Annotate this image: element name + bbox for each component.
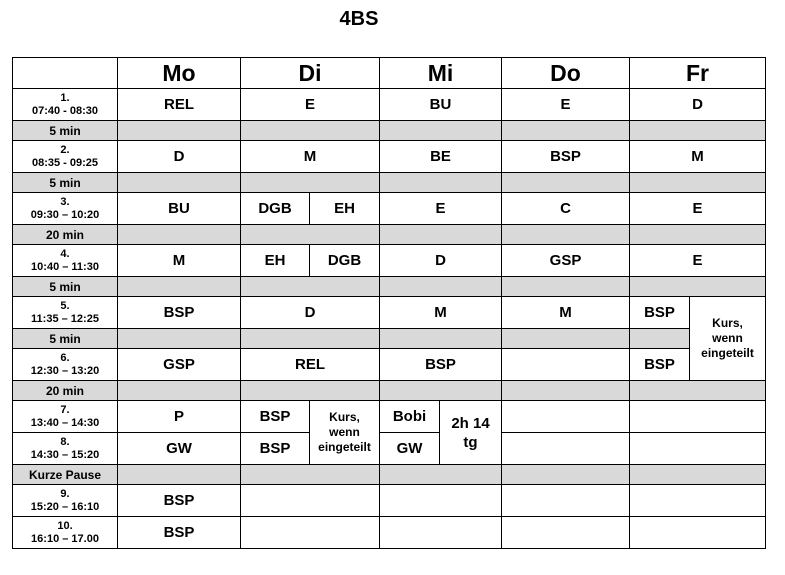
cell-fr-1: D (630, 89, 766, 121)
break-label: Kurze Pause (13, 465, 118, 485)
cell-mi-2h: 2h 14 tg (440, 401, 502, 465)
cell-do-5: M (502, 297, 630, 329)
cell-do-9 (502, 485, 630, 517)
break-row-4 (13, 277, 766, 297)
break-label: 20 min (13, 381, 118, 401)
cell-mi-1: BU (380, 89, 502, 121)
break-label: 5 min (13, 121, 118, 141)
cell-di-9 (241, 485, 380, 517)
cell-fr-7 (630, 401, 766, 433)
cell-do-6 (502, 349, 630, 381)
cell-mo-6: GSP (118, 349, 241, 381)
slot-label-4: 4. 10:40 – 11:30 (13, 245, 118, 277)
cell-di-1: E (241, 89, 380, 121)
cell-fr-8 (630, 433, 766, 465)
cell-mi-6: BSP (380, 349, 502, 381)
day-header-di: Di (241, 58, 380, 89)
lesson-row-3 (13, 193, 766, 225)
cell-fr-3: E (630, 193, 766, 225)
cell-do-8 (502, 433, 630, 465)
cell-do-10 (502, 517, 630, 549)
corner-cell (13, 58, 118, 89)
lesson-row-2 (13, 141, 766, 173)
break-label: 5 min (13, 329, 118, 349)
break-label: 20 min (13, 225, 118, 245)
cell-mo-3: BU (118, 193, 241, 225)
cell-mo-8: GW (118, 433, 241, 465)
slot-label-1: 1. 07:40 - 08:30 (13, 89, 118, 121)
cell-mo-10: BSP (118, 517, 241, 549)
cell-do-1: E (502, 89, 630, 121)
cell-di-5: D (241, 297, 380, 329)
cell-fr-9 (630, 485, 766, 517)
lesson-row-7 (13, 401, 766, 433)
cell-di-6: REL (241, 349, 380, 381)
cell-fr-kurs: Kurs, wenn eingeteilt (690, 297, 766, 381)
break-label: 5 min (13, 277, 118, 297)
cell-di-4b: DGB (310, 245, 380, 277)
cell-mi-4: D (380, 245, 502, 277)
cell-di-8a: BSP (241, 433, 310, 465)
cell-fr-4: E (630, 245, 766, 277)
cell-di-10 (241, 517, 380, 549)
cell-fr-5: BSP (630, 297, 690, 329)
cell-mi-5: M (380, 297, 502, 329)
cell-fr-6: BSP (630, 349, 690, 381)
cell-di-7a: BSP (241, 401, 310, 433)
break-row-1 (13, 121, 766, 141)
day-header-mo: Mo (118, 58, 241, 89)
lesson-row-1 (13, 89, 766, 121)
lesson-row-8 (13, 433, 766, 465)
slot-label-9: 9. 15:20 – 16:10 (13, 485, 118, 517)
slot-label-2: 2. 08:35 - 09:25 (13, 141, 118, 173)
cell-mo-2: D (118, 141, 241, 173)
lesson-row-4 (13, 245, 766, 277)
lesson-row-5 (13, 297, 766, 329)
slot-label-7: 7. 13:40 – 14:30 (13, 401, 118, 433)
lesson-row-10 (13, 517, 766, 549)
slot-label-3: 3. 09:30 – 10:20 (13, 193, 118, 225)
cell-mi-3: E (380, 193, 502, 225)
cell-di-3b: EH (310, 193, 380, 225)
cell-mi-10 (380, 517, 502, 549)
day-header-do: Do (502, 58, 630, 89)
cell-mi-8a: GW (380, 433, 440, 465)
slot-label-5: 5. 11:35 – 12:25 (13, 297, 118, 329)
cell-fr-10 (630, 517, 766, 549)
break-row-2 (13, 173, 766, 193)
cell-di-4a: EH (241, 245, 310, 277)
slot-label-8: 8. 14:30 – 15:20 (13, 433, 118, 465)
cell-do-2: BSP (502, 141, 630, 173)
cell-do-3: C (502, 193, 630, 225)
cell-mo-9: BSP (118, 485, 241, 517)
cell-di-3a: DGB (241, 193, 310, 225)
break-row-6 (13, 381, 766, 401)
lesson-row-9 (13, 485, 766, 517)
break-row-3 (13, 225, 766, 245)
cell-mo-4: M (118, 245, 241, 277)
header-row (13, 58, 766, 89)
break-row-5 (13, 329, 766, 349)
break-row-7 (13, 465, 766, 485)
cell-mi-7a: Bobi (380, 401, 440, 433)
cell-mo-5: BSP (118, 297, 241, 329)
cell-mi-9 (380, 485, 502, 517)
lesson-row-6 (13, 349, 766, 381)
slot-label-6: 6. 12:30 – 13:20 (13, 349, 118, 381)
cell-do-4: GSP (502, 245, 630, 277)
cell-mo-1: REL (118, 89, 241, 121)
cell-di-kurs: Kurs, wenn eingeteilt (310, 401, 380, 465)
cell-mo-7: P (118, 401, 241, 433)
day-header-mi: Mi (380, 58, 502, 89)
slot-label-10: 10. 16:10 – 17.00 (13, 517, 118, 549)
cell-fr-2: M (630, 141, 766, 173)
timetable (12, 57, 766, 549)
day-header-fr: Fr (630, 58, 766, 89)
break-label: 5 min (13, 173, 118, 193)
cell-do-7 (502, 401, 630, 433)
page-title: 4BS (339, 8, 379, 30)
cell-mi-2: BE (380, 141, 502, 173)
cell-di-2: M (241, 141, 380, 173)
